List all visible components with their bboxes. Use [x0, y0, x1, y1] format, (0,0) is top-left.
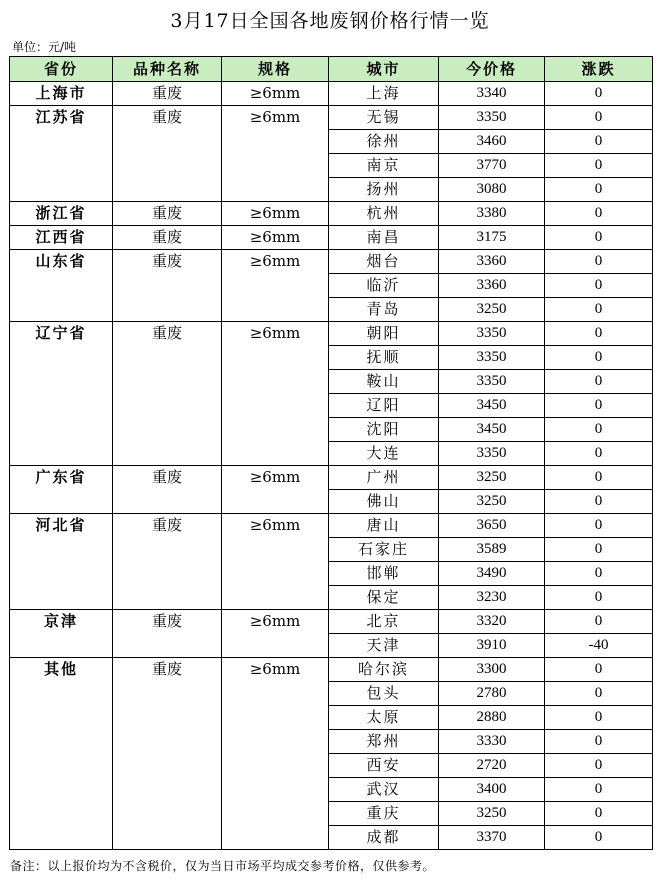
- city-cell: 大连: [329, 442, 439, 466]
- city-cell: 西安: [329, 754, 439, 778]
- price-cell: 3340: [439, 82, 545, 106]
- footer-note: 备注：以上报价均为不含税价，仅为当日市场平均成交参考价格，仅供参考。: [10, 859, 436, 873]
- variety-cell: 重废: [113, 82, 222, 106]
- price-cell: 3230: [439, 586, 545, 610]
- change-cell: 0: [545, 730, 653, 754]
- city-cell: 无锡: [329, 106, 439, 130]
- province-cell: 河北省: [10, 514, 113, 610]
- change-cell: 0: [545, 562, 653, 586]
- header-city: 城市: [329, 57, 439, 82]
- city-cell: 石家庄: [329, 538, 439, 562]
- province-cell: 京津: [10, 610, 113, 658]
- city-cell: 保定: [329, 586, 439, 610]
- price-cell: 3380: [439, 202, 545, 226]
- price-cell: 3175: [439, 226, 545, 250]
- city-cell: 临沂: [329, 274, 439, 298]
- province-cell: 广东省: [10, 466, 113, 514]
- change-cell: 0: [545, 130, 653, 154]
- city-cell: 郑州: [329, 730, 439, 754]
- change-cell: 0: [545, 754, 653, 778]
- spec-cell: ≥6mm: [222, 82, 329, 106]
- city-cell: 杭州: [329, 202, 439, 226]
- city-cell: 南昌: [329, 226, 439, 250]
- price-cell: 2780: [439, 682, 545, 706]
- page-title: 3月17日全国各地废钢价格行情一览: [170, 10, 490, 32]
- change-cell: -40: [545, 634, 653, 658]
- change-cell: 0: [545, 202, 653, 226]
- province-cell: 江西省: [10, 226, 113, 250]
- city-cell: 邯郸: [329, 562, 439, 586]
- change-cell: 0: [545, 154, 653, 178]
- header-spec: 规格: [222, 57, 329, 82]
- city-cell: 徐州: [329, 130, 439, 154]
- change-cell: 0: [545, 418, 653, 442]
- table-row: [10, 106, 653, 130]
- table-row: [10, 82, 653, 106]
- city-cell: 重庆: [329, 802, 439, 826]
- city-cell: 哈尔滨: [329, 658, 439, 682]
- spec-cell: ≥6mm: [222, 322, 329, 466]
- unit-label: 单位：元/吨: [12, 40, 77, 54]
- change-cell: 0: [545, 106, 653, 130]
- table-row: [10, 202, 653, 226]
- variety-cell: 重废: [113, 466, 222, 514]
- price-cell: 3350: [439, 370, 545, 394]
- variety-cell: 重废: [113, 250, 222, 322]
- price-cell: 3450: [439, 394, 545, 418]
- price-cell: 3370: [439, 826, 545, 850]
- table-row: [10, 466, 653, 490]
- change-cell: 0: [545, 538, 653, 562]
- spec-cell: ≥6mm: [222, 226, 329, 250]
- header-province: 省份: [10, 57, 113, 82]
- city-cell: 沈阳: [329, 418, 439, 442]
- province-cell: 山东省: [10, 250, 113, 322]
- price-cell: 3360: [439, 250, 545, 274]
- header-change: 涨跌: [545, 57, 653, 82]
- change-cell: 0: [545, 778, 653, 802]
- city-cell: 鞍山: [329, 370, 439, 394]
- city-cell: 唐山: [329, 514, 439, 538]
- price-cell: 3250: [439, 490, 545, 514]
- price-cell: 3360: [439, 274, 545, 298]
- price-cell: 3080: [439, 178, 545, 202]
- variety-cell: 重废: [113, 106, 222, 202]
- variety-cell: 重废: [113, 514, 222, 610]
- price-cell: 3250: [439, 802, 545, 826]
- price-cell: 3910: [439, 634, 545, 658]
- price-cell: 3650: [439, 514, 545, 538]
- city-cell: 抚顺: [329, 346, 439, 370]
- city-cell: 北京: [329, 610, 439, 634]
- city-cell: 武汉: [329, 778, 439, 802]
- price-cell: 3490: [439, 562, 545, 586]
- change-cell: 0: [545, 82, 653, 106]
- change-cell: 0: [545, 346, 653, 370]
- header-price: 今价格: [439, 57, 545, 82]
- spec-cell: ≥6mm: [222, 658, 329, 850]
- province-cell: 江苏省: [10, 106, 113, 202]
- price-table: [9, 56, 653, 850]
- price-cell: 3350: [439, 442, 545, 466]
- spec-cell: ≥6mm: [222, 514, 329, 610]
- province-cell: 上海市: [10, 82, 113, 106]
- spec-cell: ≥6mm: [222, 106, 329, 202]
- city-cell: 包头: [329, 682, 439, 706]
- price-cell: 3589: [439, 538, 545, 562]
- change-cell: 0: [545, 250, 653, 274]
- change-cell: 0: [545, 586, 653, 610]
- province-cell: 浙江省: [10, 202, 113, 226]
- table-row: [10, 658, 653, 682]
- province-cell: 辽宁省: [10, 322, 113, 466]
- variety-cell: 重废: [113, 202, 222, 226]
- city-cell: 成都: [329, 826, 439, 850]
- change-cell: 0: [545, 706, 653, 730]
- table-body: [10, 82, 653, 850]
- city-cell: 青岛: [329, 298, 439, 322]
- province-cell: 其他: [10, 658, 113, 850]
- price-cell: 3350: [439, 346, 545, 370]
- city-cell: 南京: [329, 154, 439, 178]
- price-cell: 3250: [439, 466, 545, 490]
- variety-cell: 重废: [113, 658, 222, 850]
- table-row: [10, 610, 653, 634]
- spec-cell: ≥6mm: [222, 466, 329, 514]
- variety-cell: 重废: [113, 226, 222, 250]
- variety-cell: 重废: [113, 610, 222, 658]
- change-cell: 0: [545, 466, 653, 490]
- variety-cell: 重废: [113, 322, 222, 466]
- city-cell: 天津: [329, 634, 439, 658]
- change-cell: 0: [545, 178, 653, 202]
- price-cell: 3320: [439, 610, 545, 634]
- price-cell: 3460: [439, 130, 545, 154]
- change-cell: 0: [545, 394, 653, 418]
- table-row: [10, 322, 653, 346]
- change-cell: 0: [545, 826, 653, 850]
- price-cell: 3770: [439, 154, 545, 178]
- city-cell: 烟台: [329, 250, 439, 274]
- change-cell: 0: [545, 802, 653, 826]
- price-cell: 3330: [439, 730, 545, 754]
- change-cell: 0: [545, 682, 653, 706]
- price-cell: 3350: [439, 322, 545, 346]
- change-cell: 0: [545, 610, 653, 634]
- city-cell: 广州: [329, 466, 439, 490]
- city-cell: 朝阳: [329, 322, 439, 346]
- city-cell: 辽阳: [329, 394, 439, 418]
- change-cell: 0: [545, 370, 653, 394]
- price-cell: 3350: [439, 106, 545, 130]
- change-cell: 0: [545, 442, 653, 466]
- table-row: [10, 514, 653, 538]
- change-cell: 0: [545, 490, 653, 514]
- table-header-row: [10, 57, 653, 82]
- change-cell: 0: [545, 274, 653, 298]
- price-cell: 3250: [439, 298, 545, 322]
- city-cell: 佛山: [329, 490, 439, 514]
- spec-cell: ≥6mm: [222, 202, 329, 226]
- city-cell: 上海: [329, 82, 439, 106]
- change-cell: 0: [545, 658, 653, 682]
- header-variety: 品种名称: [113, 57, 222, 82]
- change-cell: 0: [545, 322, 653, 346]
- change-cell: 0: [545, 298, 653, 322]
- price-cell: 2720: [439, 754, 545, 778]
- price-cell: 2880: [439, 706, 545, 730]
- price-cell: 3400: [439, 778, 545, 802]
- spec-cell: ≥6mm: [222, 250, 329, 322]
- change-cell: 0: [545, 514, 653, 538]
- city-cell: 太原: [329, 706, 439, 730]
- table-row: [10, 250, 653, 274]
- price-cell: 3450: [439, 418, 545, 442]
- city-cell: 扬州: [329, 178, 439, 202]
- spec-cell: ≥6mm: [222, 610, 329, 658]
- table-row: [10, 226, 653, 250]
- change-cell: 0: [545, 226, 653, 250]
- price-cell: 3300: [439, 658, 545, 682]
